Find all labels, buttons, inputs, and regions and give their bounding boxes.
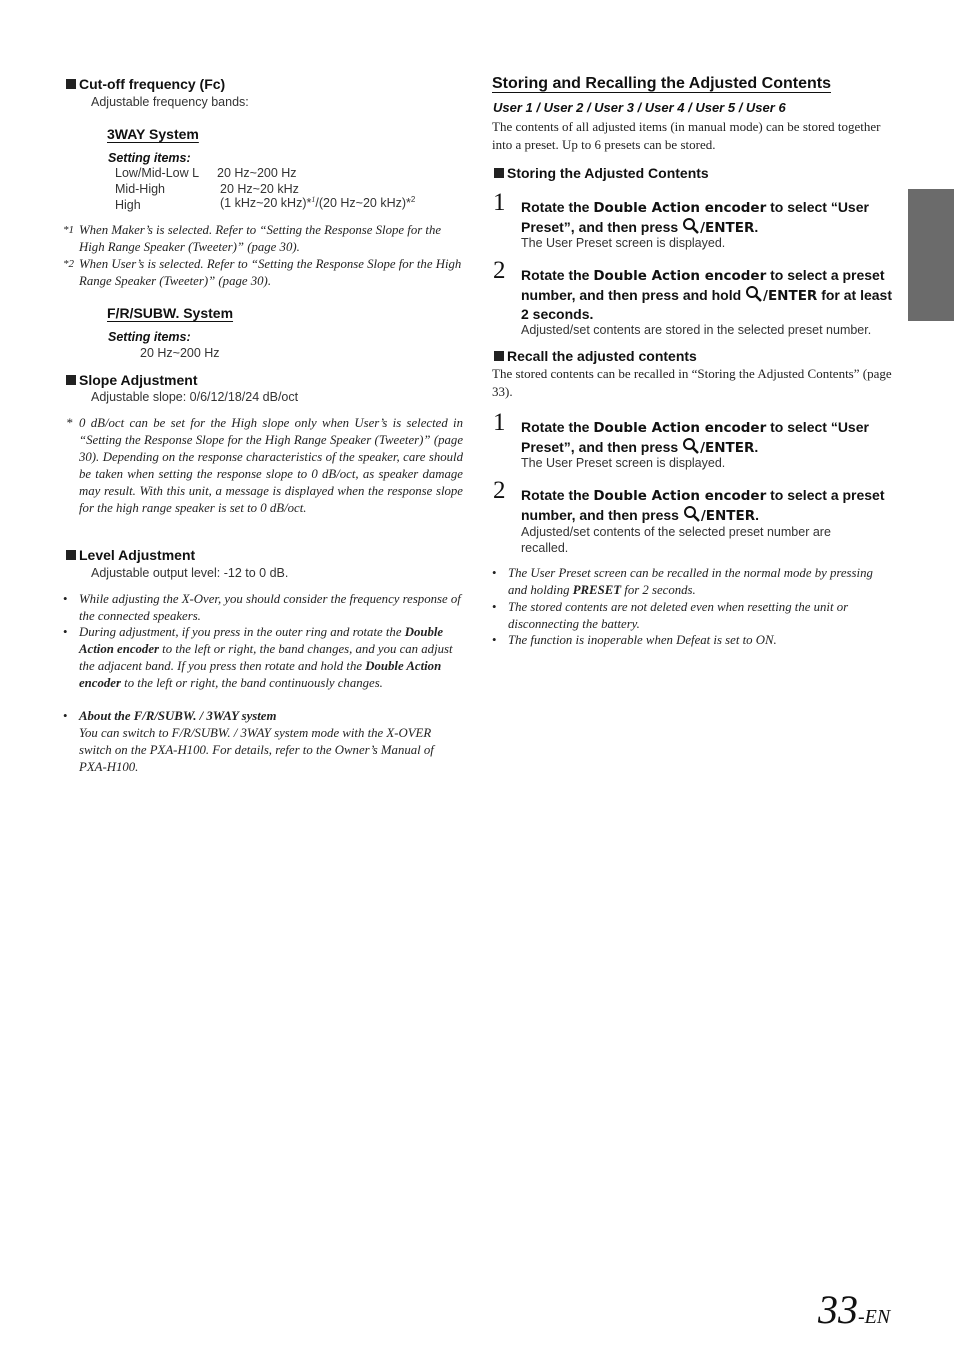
frsub-value: 20 Hz~200 Hz — [140, 346, 220, 360]
page-number: 33-EN — [818, 1287, 891, 1332]
recall-step-1-result: The User Preset screen is displayed. — [521, 456, 726, 470]
level-bullet-2: • During adjustment, if you press in the outer ring and rotate the Double Action encoder to the left or right, the band changes, and you can adjust the adjacent band. If you press then rotate and hold the Double Action encoder to the left or right, the band continuously changes. — [63, 625, 453, 690]
note-bullet-1: • The User Preset screen can be recalled in the normal mode by pressing and holding PRESET for 2 seconds. — [492, 566, 873, 597]
level-bullet-1: • While adjusting the X-Over, you should consider the frequency response of the connected speakers. — [63, 592, 461, 623]
slope-note: * 0 dB/oct can be set for the High slope only when User’s is selected in “Setting the Response Slope for the High Range Speaker (Tweeter)” (page 30). Depending on the response characteristics of the speaker, care should be taken when setting the response slope to 0 dB/oct, as speaker damage may result. With this unit, a message is displayed when the response slope for the high range speaker is set to 0 dB/oct. — [66, 416, 463, 515]
cutoff-heading: Cut-off frequency (Fc) — [66, 76, 225, 92]
frsub-title: F/R/SUBW. System — [107, 305, 234, 321]
square-bullet-icon — [494, 168, 504, 178]
search-icon — [682, 217, 700, 235]
recall-intro: The stored contents can be recalled in “Storing the Adjusted Contents” (page 33). — [492, 366, 892, 399]
level-heading: Level Adjustment — [66, 547, 195, 563]
side-tab — [908, 189, 954, 321]
user-presets: User 1 / User 2 / User 3 / User 4 / User 5 / User 6 — [493, 100, 786, 115]
intro-text: The contents of all adjusted items (in manual mode) can be stored together into a preset. Up to 6 presets can be stored. — [492, 119, 881, 152]
storing-step-1-result: The User Preset screen is displayed. — [521, 236, 726, 250]
storing-step-2-number: 2 — [493, 257, 506, 284]
section-title: Storing and Recalling the Adjusted Contents — [492, 75, 831, 92]
freq-row-high: High — [115, 198, 141, 212]
threeway-title: 3WAY System — [107, 126, 199, 142]
recall-step-2-number: 2 — [493, 477, 506, 504]
cutoff-desc: Adjustable frequency bands: — [91, 95, 249, 109]
note-bullet-3: • The function is inoperable when Defeat is set to ON. — [492, 633, 777, 647]
recall-step-2-result: Adjusted/set contents of the selected preset number are recalled. — [521, 525, 831, 555]
note-bullet-2: • The stored contents are not deleted even when resetting the unit or disconnecting the battery. — [492, 600, 849, 631]
square-bullet-icon — [494, 351, 504, 361]
level-bullet-3: • About the F/R/SUBW. / 3WAY system You can switch to F/R/SUBW. / 3WAY system mode with the X-OVER switch on the PXA-H100. For details, refer to the Owner’s Manual of PXA-H100. — [63, 709, 434, 774]
storing-step-2-result: Adjusted/set contents are stored in the selected preset number. — [521, 323, 872, 337]
slope-heading: Slope Adjustment — [66, 372, 198, 388]
freq-row-midhigh-range: 20 Hz~20 kHz — [220, 182, 299, 196]
level-desc: Adjustable output level: -12 to 0 dB. — [91, 566, 289, 580]
search-icon — [745, 285, 763, 303]
recall-step-1: Rotate the Double Action encoder to select “User Preset”, and then press /ENTER. — [521, 419, 869, 456]
freq-row-midhigh: Mid-High — [115, 182, 166, 196]
frsub-setting-label: Setting items: — [108, 330, 191, 344]
footnote-1: *1 When Maker’s is selected. Refer to “Setting the Response Slope for the High Range Speaker (Tweeter)” (page 30). — [63, 223, 442, 254]
setting-items-label: Setting items: — [108, 151, 191, 165]
square-bullet-icon — [66, 375, 76, 385]
slope-desc: Adjustable slope: 0/6/12/18/24 dB/oct — [91, 390, 299, 404]
storing-step-1: Rotate the Double Action encoder to select “User Preset”, and then press /ENTER. — [521, 199, 869, 236]
storing-step-1-number: 1 — [493, 189, 506, 216]
search-icon — [682, 437, 700, 455]
square-bullet-icon — [66, 550, 76, 560]
storing-step-2: Rotate the Double Action encoder to select a preset number, and then press and hold /ENTER for at least 2 seconds. — [521, 267, 893, 322]
freq-row-lowmid: Low/Mid-Low L — [115, 166, 200, 180]
square-bullet-icon — [66, 79, 76, 89]
freq-row-high-range: (1 kHz~20 kHz)*$^1$/(20 Hz~20 kHz)*$^2$ — [220, 195, 416, 211]
freq-row-lowmid-range: 20 Hz~200 Hz — [217, 166, 297, 180]
search-icon — [683, 505, 701, 523]
storing-heading: Storing the Adjusted Contents — [494, 165, 709, 181]
recall-step-2: Rotate the Double Action encoder to select a preset number, and then press /ENTER. — [521, 487, 885, 524]
recall-heading: Recall the adjusted contents — [494, 348, 697, 364]
recall-step-1-number: 1 — [493, 409, 506, 436]
footnote-2: *2 When User’s is selected. Refer to “Setting the Response Slope for the High Range Speaker (Tweeter)” (page 30). — [63, 257, 462, 288]
